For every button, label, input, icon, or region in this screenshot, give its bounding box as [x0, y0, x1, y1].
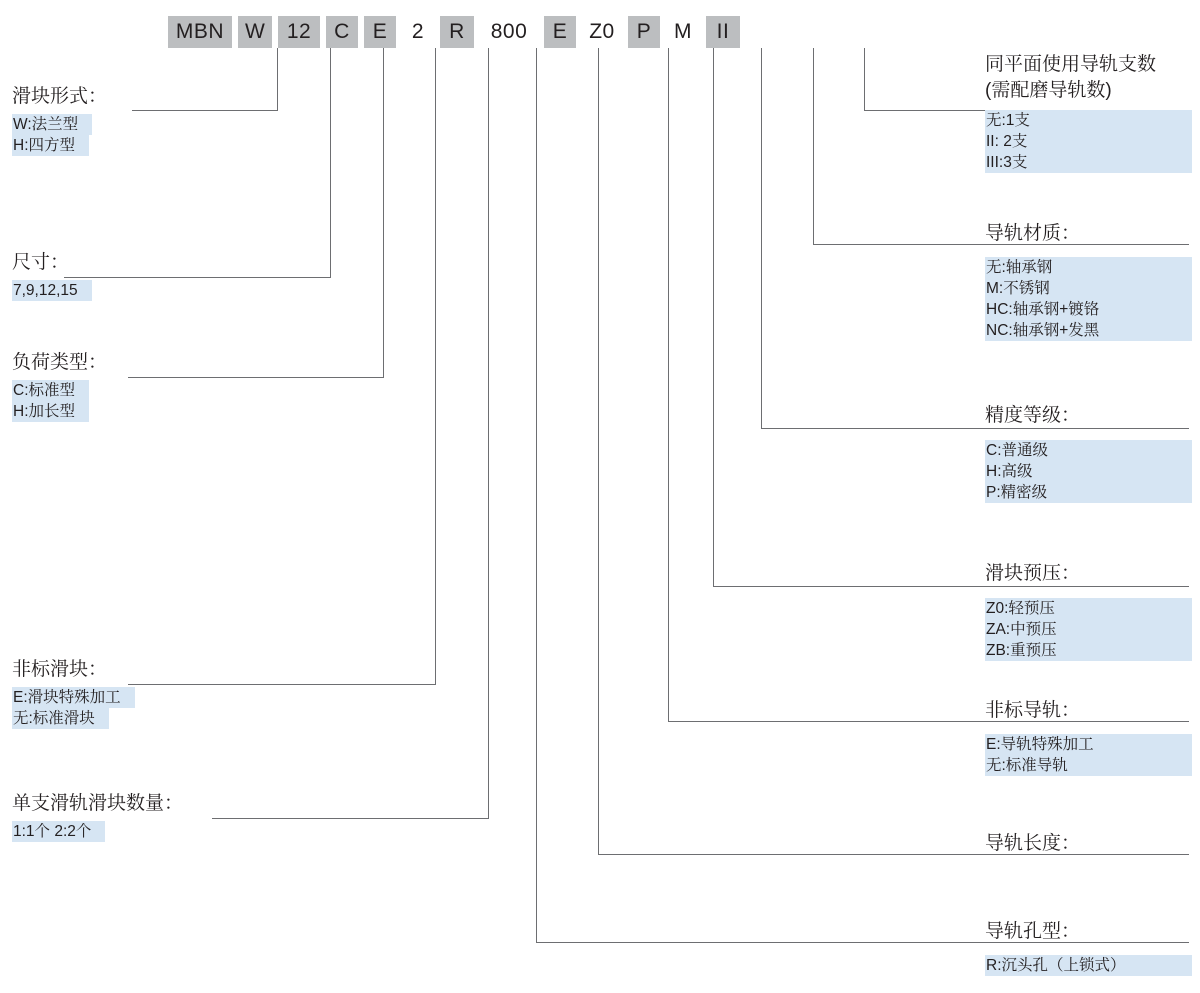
group-nonstandard-rail-options	[985, 734, 1192, 776]
leader-line-load-vertical	[383, 48, 384, 377]
group-nonstandard-block-options	[12, 687, 135, 729]
group-size-title: 尺寸：	[12, 252, 70, 273]
leader-line-size-vertical	[330, 48, 331, 277]
leader-line-material-vertical	[813, 48, 814, 244]
option-item: 无:标准导轨	[985, 755, 1192, 776]
option-item: HC:轴承钢+镀铬	[985, 299, 1192, 320]
code-cell-type: W	[238, 16, 272, 48]
leader-line-rail-length-vertical	[598, 48, 599, 854]
leader-line-block-type-vertical	[277, 48, 278, 110]
group-rail-count	[985, 52, 1192, 173]
leader-line-nonstandard-rail-vertical	[668, 48, 669, 721]
option-item: 7,9,12,15	[12, 280, 92, 301]
part-number-code	[168, 16, 746, 48]
group-nonstandard-rail	[985, 698, 1192, 776]
option-item: ZB:重预压	[985, 640, 1192, 661]
group-preload	[985, 561, 1192, 661]
group-rail-material-title: 导轨材质：	[985, 223, 1081, 244]
option-item: M:不锈钢	[985, 278, 1192, 299]
group-hole-type-options	[985, 955, 1192, 976]
option-item: P:精密级	[985, 482, 1192, 503]
code-cell-hole-type: R	[440, 16, 474, 48]
leader-line-block-count-horizontal	[212, 818, 489, 819]
group-size	[12, 250, 92, 301]
group-accuracy-title: 精度等级：	[985, 405, 1081, 426]
code-cell-nonstandard-rail: E	[544, 16, 576, 48]
group-rail-length	[985, 831, 1080, 857]
group-preload-title: 滑块预压：	[985, 563, 1081, 584]
option-item: 无:标准滑块	[12, 708, 109, 729]
code-cell-block-count: 2	[411, 20, 425, 43]
leader-line-rail-length-horizontal	[598, 854, 1189, 855]
leader-line-block-count-vertical	[488, 48, 489, 818]
group-accuracy-options	[985, 440, 1192, 503]
option-item: 1:1个 2:2个	[12, 821, 105, 842]
group-rail-count-title: 同平面使用导轨支数	[985, 54, 1157, 75]
option-item: H:四方型	[12, 135, 89, 156]
code-cell-rail-length: 800	[490, 20, 528, 43]
option-item: R:沉头孔（上锁式）	[985, 955, 1192, 976]
group-preload-options	[985, 598, 1192, 661]
leader-line-nonstandard-block-horizontal	[128, 684, 436, 685]
group-load-type-options	[12, 380, 107, 422]
option-item: II: 2支	[985, 131, 1192, 152]
group-nonstandard-block	[12, 657, 135, 729]
group-hole-type	[985, 919, 1192, 976]
group-block-type-title: 滑块形式：	[12, 86, 108, 107]
group-block-type	[12, 84, 107, 156]
group-rail-count-subtitle: (需配磨导轨数)	[985, 80, 1112, 101]
group-rail-material	[985, 221, 1192, 341]
option-item: H:高级	[985, 461, 1192, 482]
option-item: C:普通级	[985, 440, 1192, 461]
group-rail-length-title: 导轨长度：	[985, 833, 1081, 854]
option-item: Z0:轻预压	[985, 598, 1192, 619]
option-item: E:滑块特殊加工	[12, 687, 135, 708]
group-rail-material-options	[985, 257, 1192, 341]
code-cell-load: C	[326, 16, 358, 48]
option-item: III:3支	[985, 152, 1192, 173]
group-load-type	[12, 350, 107, 422]
option-item: H:加长型	[12, 401, 89, 422]
group-rail-count-options	[985, 110, 1192, 173]
leader-line-rail-count-vertical	[864, 48, 865, 110]
code-cell-preload: Z0	[589, 20, 615, 43]
leader-line-block-type-horizontal	[132, 110, 278, 111]
leader-line-load-horizontal	[128, 377, 384, 378]
code-cell-material: M	[674, 20, 692, 43]
option-item: NC:轴承钢+发黑	[985, 320, 1192, 341]
group-nonstandard-rail-title: 非标导轨：	[985, 700, 1081, 721]
option-item: C:标准型	[12, 380, 89, 401]
code-cell-rail-count: II	[706, 16, 740, 48]
option-item: 无:轴承钢	[985, 257, 1192, 278]
option-item: 无:1支	[985, 110, 1192, 131]
option-item: ZA:中预压	[985, 619, 1192, 640]
group-block-count	[12, 791, 183, 842]
group-load-type-title: 负荷类型：	[12, 352, 108, 373]
code-cell-accuracy: P	[628, 16, 660, 48]
group-accuracy	[985, 403, 1192, 503]
group-hole-type-title: 导轨孔型：	[985, 921, 1081, 942]
option-item: E:导轨特殊加工	[985, 734, 1192, 755]
group-block-type-options	[12, 114, 107, 156]
code-cell-mbn: MBN	[168, 16, 232, 48]
group-nonstandard-block-title: 非标滑块：	[12, 659, 108, 680]
leader-line-size-horizontal	[64, 277, 331, 278]
leader-line-preload-vertical	[713, 48, 714, 586]
group-size-options	[12, 280, 92, 301]
code-cell-size: 12	[278, 16, 320, 48]
leader-line-nonstandard-block-vertical	[435, 48, 436, 684]
leader-line-accuracy-vertical	[761, 48, 762, 428]
code-cell-nonstandard-block: E	[364, 16, 396, 48]
option-item: W:法兰型	[12, 114, 92, 135]
group-block-count-title: 单支滑轨滑块数量：	[12, 793, 184, 814]
group-block-count-options	[12, 821, 183, 842]
leader-line-hole-type-vertical	[536, 48, 537, 942]
